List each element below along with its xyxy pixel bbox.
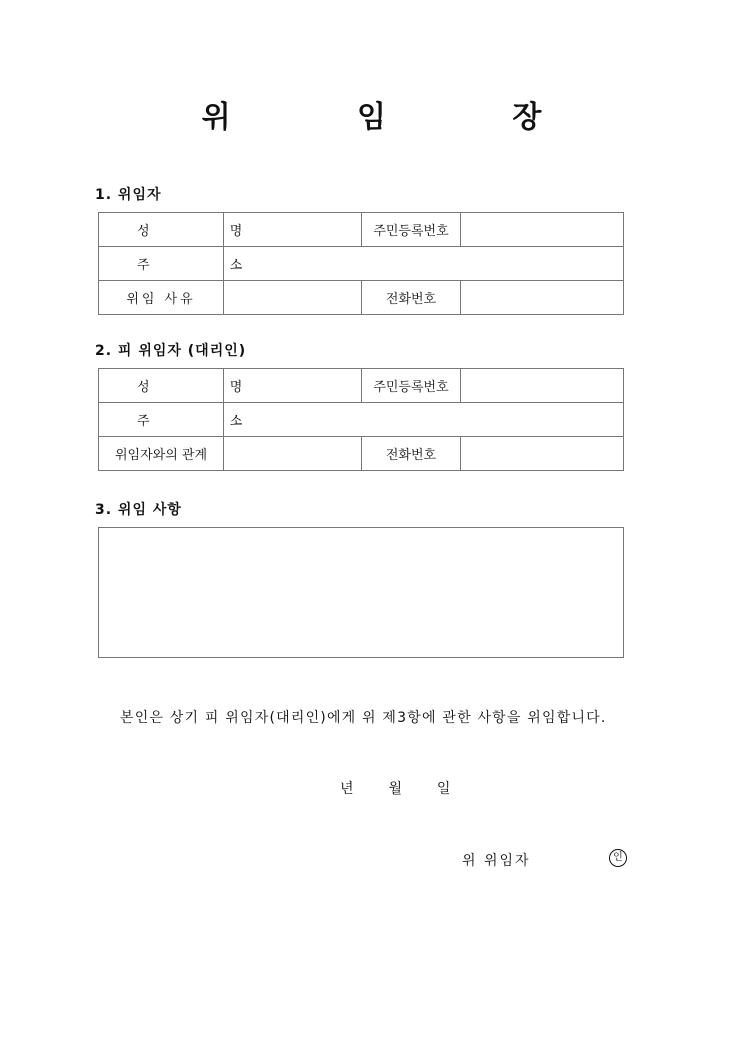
reason-label [99, 281, 224, 315]
name-label-text: 성 명 [137, 224, 281, 239]
delegate-table [98, 368, 624, 471]
address-label-text: 주 소 [137, 258, 281, 273]
table-row [99, 403, 624, 437]
date-day: 일 [436, 781, 451, 797]
name-label [99, 213, 281, 247]
reason-label-text: 위임 사유 [126, 292, 196, 307]
section-heading-matters: 3. 위임 사항 [95, 502, 182, 518]
address-field[interactable] [224, 247, 624, 281]
address-field[interactable] [224, 403, 624, 437]
address-label [99, 403, 281, 437]
name-label-text: 성 명 [137, 380, 281, 395]
address-label-text: 주 소 [137, 414, 281, 429]
relation-label: 위임자와의 관계 [99, 437, 224, 471]
date-month: 월 [388, 781, 402, 797]
table-row [99, 247, 624, 281]
rrn-label: 주민등록번호 [362, 213, 461, 247]
name-label [99, 369, 281, 403]
table-row [99, 369, 624, 403]
table-row [99, 437, 624, 471]
rrn-field[interactable] [461, 213, 624, 247]
delegator-table [98, 212, 624, 315]
phone-field[interactable] [461, 281, 624, 315]
table-row [99, 213, 624, 247]
section-heading-delegate: 2. 피 위임자 (대리인) [95, 343, 247, 359]
phone-label: 전화번호 [362, 437, 461, 471]
date-line [340, 778, 450, 798]
seal-mark: 인 [609, 849, 627, 867]
relation-field[interactable] [224, 437, 362, 471]
phone-field[interactable] [461, 437, 624, 471]
signer-label: 위 위임자 [462, 853, 531, 869]
rrn-label: 주민등록번호 [362, 369, 461, 403]
date-year: 년 [340, 781, 354, 797]
reason-field[interactable] [224, 281, 362, 315]
section-heading-delegator: 1. 위임자 [95, 187, 162, 203]
address-label [99, 247, 281, 281]
delegation-statement: 본인은 상기 피 위임자(대리인)에게 위 제3항에 관한 사항을 위임합니다. [120, 710, 607, 726]
rrn-field[interactable] [461, 369, 624, 403]
document-title: 위 임 장 [201, 100, 600, 135]
delegated-matters-field[interactable] [98, 527, 624, 658]
table-row [99, 281, 624, 315]
phone-label: 전화번호 [362, 281, 461, 315]
